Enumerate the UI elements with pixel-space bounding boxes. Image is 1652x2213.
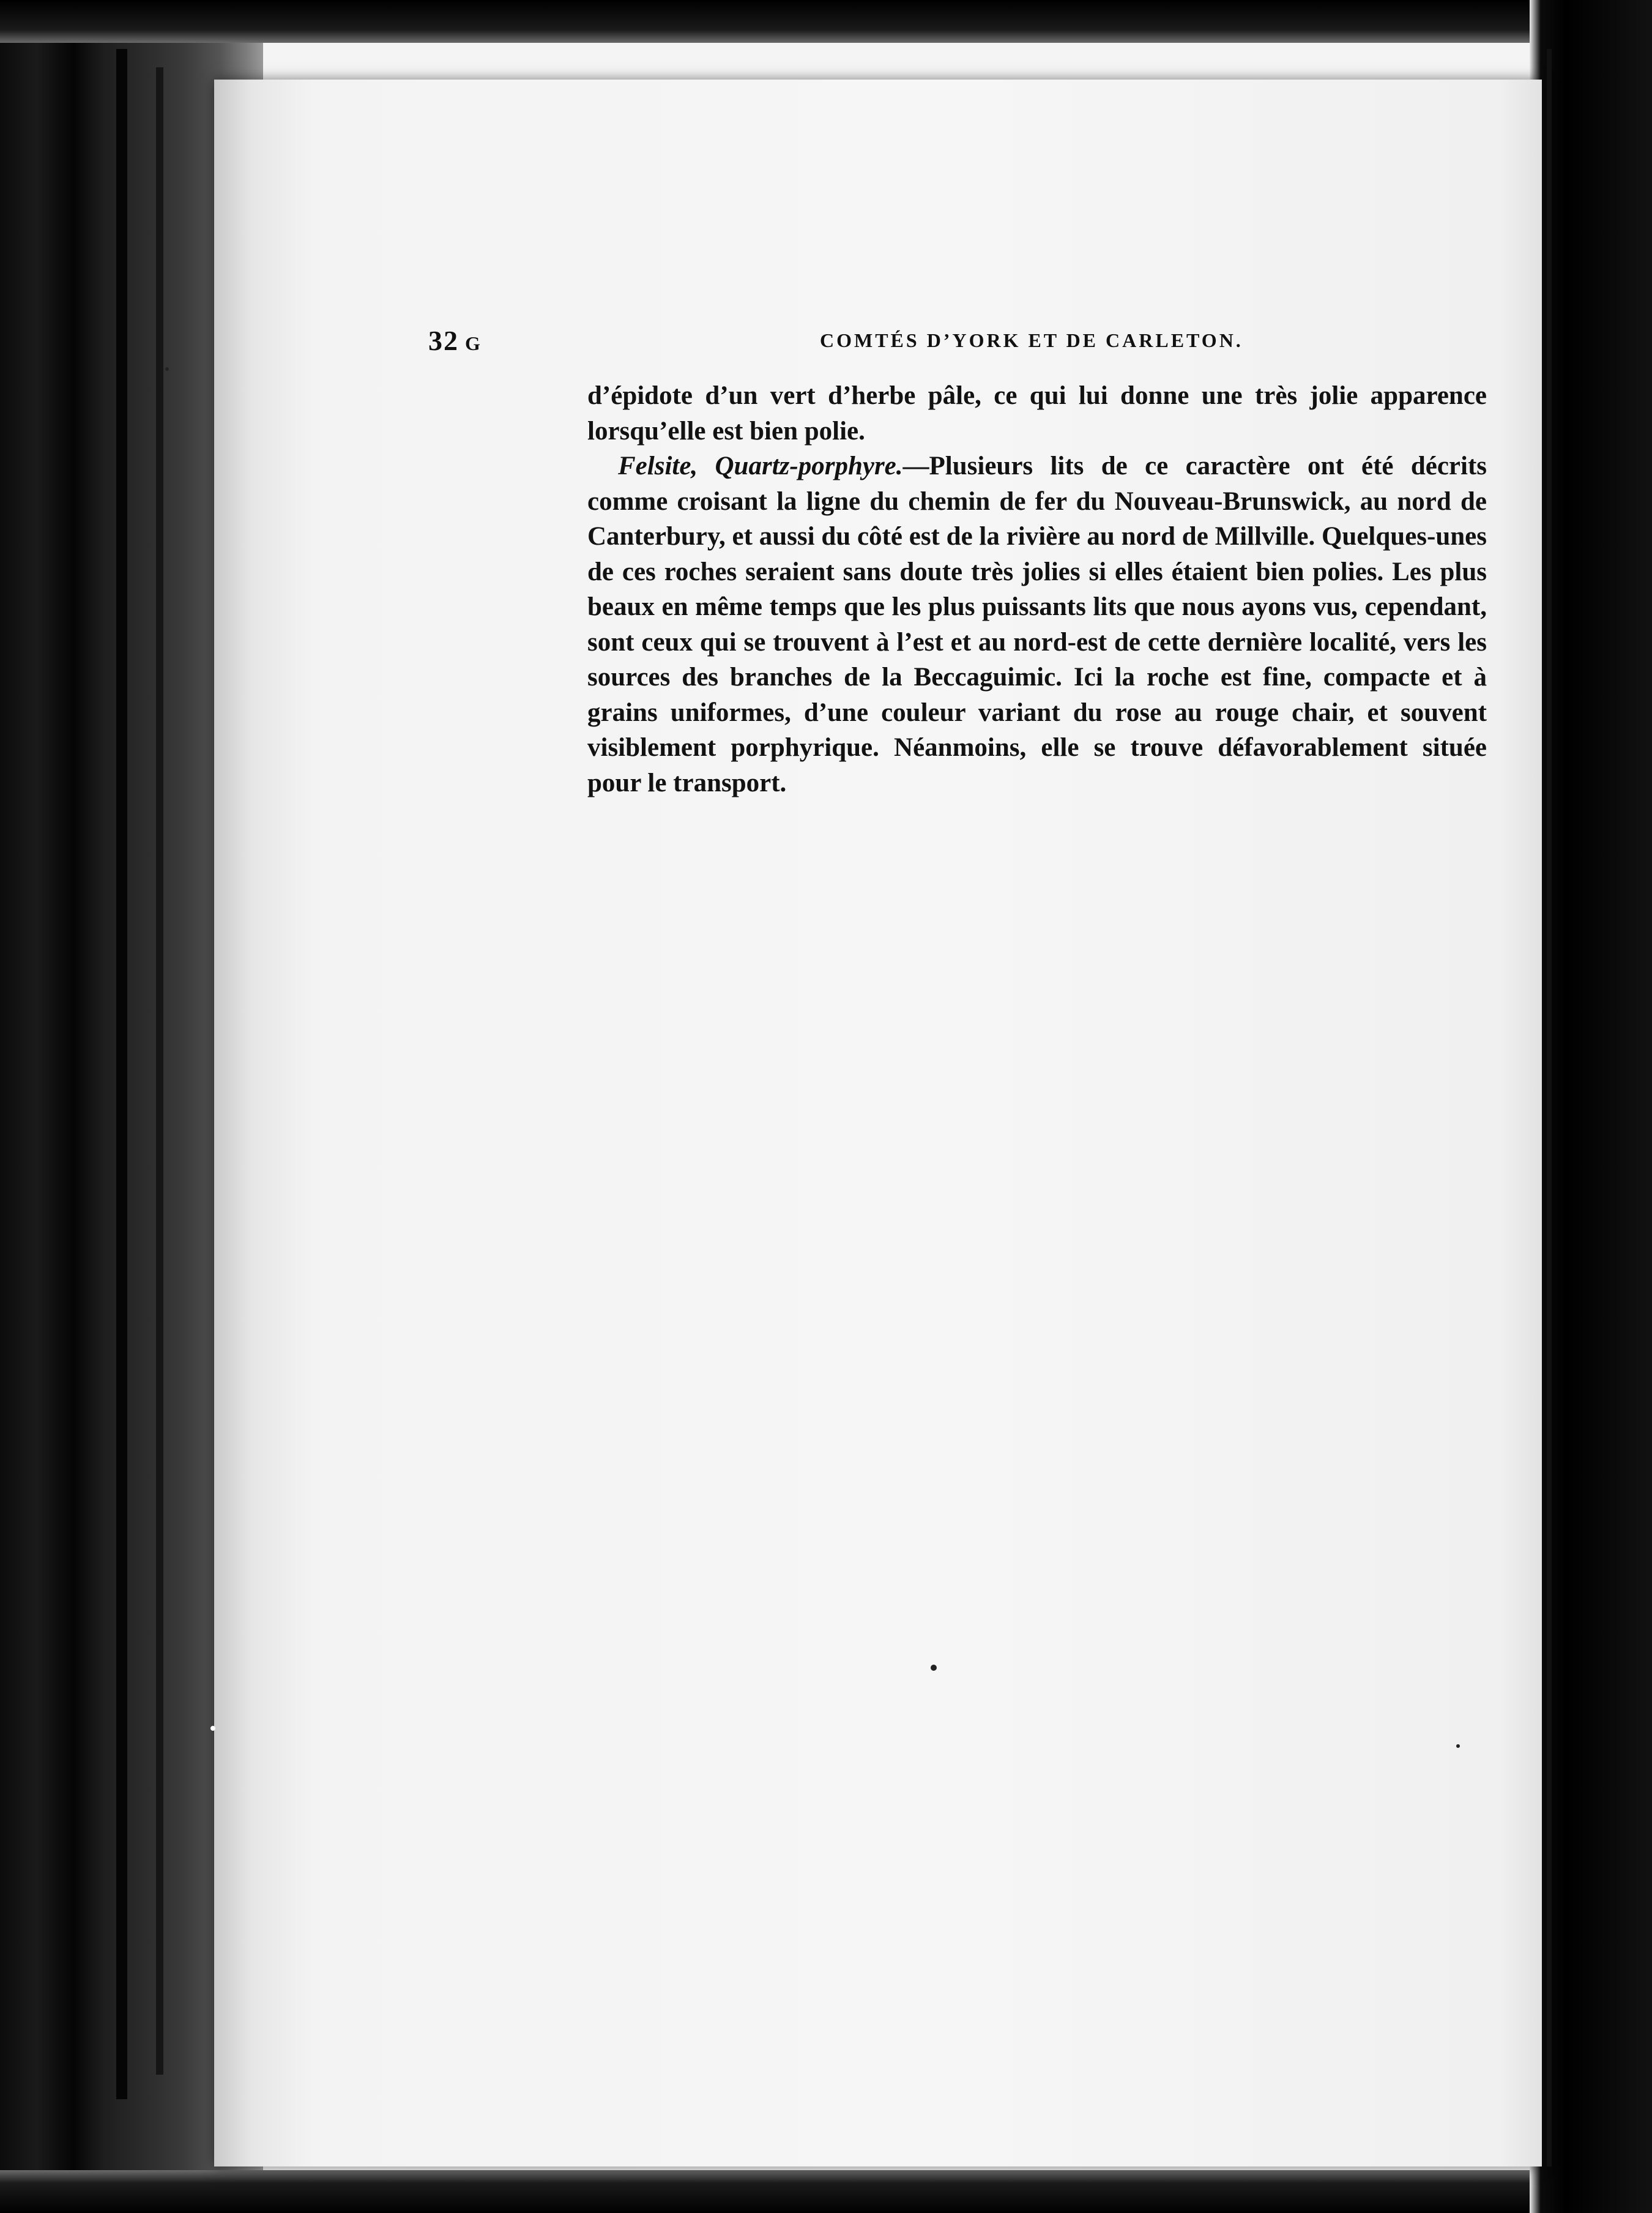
binding-shadow xyxy=(116,49,127,2099)
dust-speck xyxy=(931,1665,937,1671)
dust-speck xyxy=(210,1726,215,1731)
book-page xyxy=(214,80,1542,2166)
page-number xyxy=(428,324,481,357)
binding-shadow-inner xyxy=(156,67,163,2075)
scan-top-border xyxy=(0,0,1652,43)
running-head: COMTÉS D’YORK ET DE CARLETON. xyxy=(820,329,1243,351)
page-edge-rule xyxy=(1547,49,1552,2166)
page-number-value: 32 xyxy=(428,325,459,356)
dust-speck xyxy=(165,367,169,371)
paragraph-2-text: —Plusieurs lits de ce caractère ont été décrits comme croisant la ligne du chemin de fer du Nouveau-Brunswick, au nord de Canterbury, et aussi du côté est de la rivière au nord de Millville. Quelques-unes de ces roches seraient sans doute très jolies si elles étaient bien polies. Les plus beaux en même temps que les plus puissants lits que nous ayons vus, cependant, sont ceux qui se trouvent à l’est et au nord-est de cette dernière localité, vers les sources des branches de la Beccaguimic. Ici la roche est fine, compacte et à grains uniformes, d’une couleur variant du rose au rouge chair, et souvent visiblement porphyrique. Néanmoins, elle se trouve défavorablement située pour le transport. xyxy=(587,452,1487,797)
paragraph-1: d’épidote d’un vert d’herbe pâle, ce qui lui donne une très jolie apparence lorsqu’elle est bien polie. xyxy=(587,381,1487,446)
paragraph-2 xyxy=(587,449,1487,800)
body-text xyxy=(587,378,1487,800)
scan-bottom-border xyxy=(0,2170,1652,2213)
paragraph-2-lead: Felsite, Quartz-porphyre. xyxy=(618,452,903,480)
page-number-suffix: G xyxy=(465,332,481,354)
dust-speck xyxy=(1456,1744,1460,1748)
